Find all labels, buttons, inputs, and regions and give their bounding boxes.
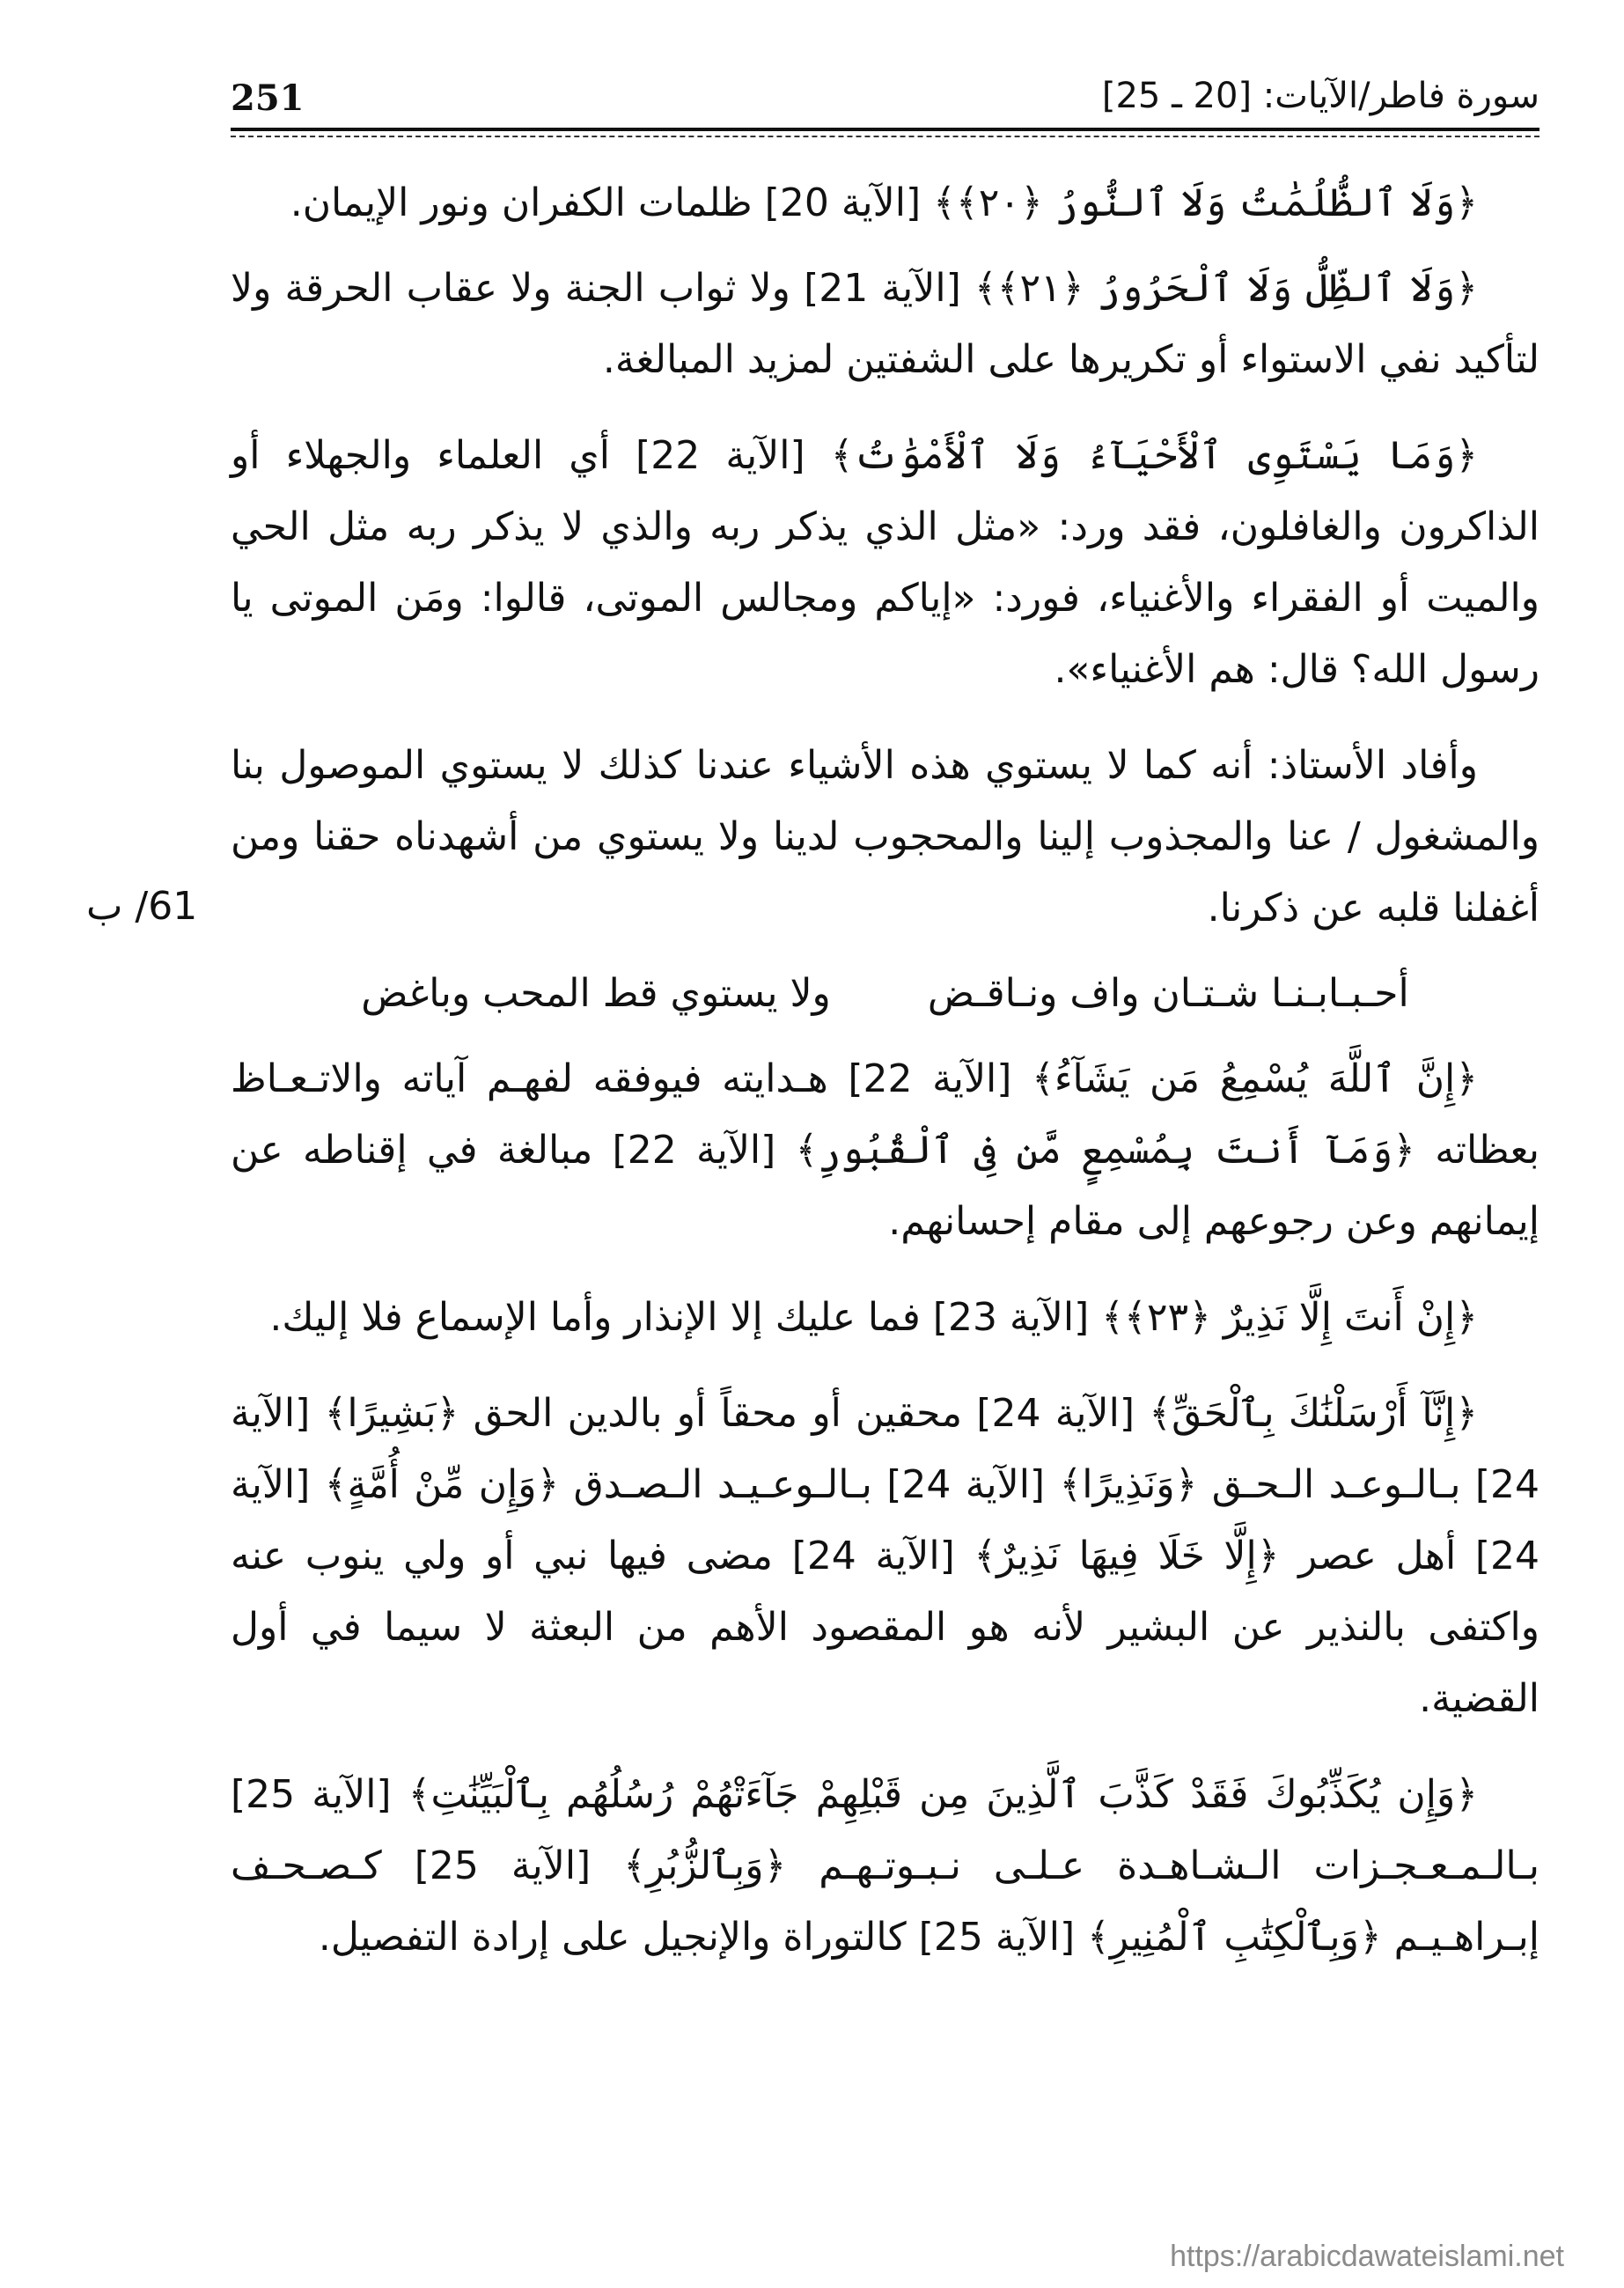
commentary: [الآية 25] بـالـمـعـجـزات الـشـاهـدة عـلـى نـبـوتـهـم — [231, 1772, 1539, 1888]
quran-verse: ﴿إِنْ أَنتَ إِلَّا نَذِيرٌ ﴿٢٣﴾﴾ — [1101, 1295, 1478, 1340]
commentary: [الآية 22] هـدايته فيوفقه لفهـم آياته والاتـعـاظ بعظاته — [231, 1056, 1540, 1173]
main-text — [231, 167, 1539, 1997]
paragraph-ayah-22-b — [231, 1043, 1539, 1257]
quran-verse: ﴿وَبِٱلزُّبُرِ﴾ — [623, 1843, 787, 1888]
quran-verse: ﴿إِنَّ ٱللَّهَ يُسْمِعُ مَن يَشَآءُ﴾ — [1032, 1056, 1479, 1101]
commentary: [الآية 24] محقين أو محقاً أو بالدين الحق — [459, 1391, 1150, 1436]
paragraph-ayah-25 — [231, 1759, 1539, 1973]
commentary: وأفاد الأستاذ: أنه كما لا يستوي هذه الأشياء عندنا كذلك لا يستوي الموصول بنا والمشغول / عنا والمجذوب إلينا والمحجوب لدينا ولا يستوي من أشهدناه حقنا ومن أغفلنا قلبه عن ذكرنا. — [231, 743, 1539, 931]
paragraph-ayah-20 — [231, 167, 1539, 239]
paragraph-ayah-22 — [231, 420, 1539, 705]
commentary: [الآية 20] ظلمات الكفران ونور الإيمان. — [290, 180, 934, 225]
paragraph-ayah-21 — [231, 253, 1539, 395]
quran-verse: ﴿وَإِن يُكَذِّبُوكَ فَقَدْ كَذَّبَ ٱلَّذِينَ مِن قَبْلِهِمْ جَآءَتْهُمْ رُسُلُهُم بِٱلْبَيِّنَٰتِ﴾ — [408, 1772, 1478, 1817]
running-header: سورة فاطر/الآيات: [20 ـ 25] — [1101, 76, 1539, 116]
page-number: 251 — [231, 77, 305, 119]
commentary: [الآية 22] مبالغة في إقناطه عن إيمانهم وعن رجوعهم إلى مقام إحسانهم. — [231, 1128, 1539, 1244]
quran-verse: ﴿بَشِيرًا﴾ — [324, 1391, 459, 1436]
quran-verse: ﴿وَلَا ٱلظِّلُّ وَلَا ٱلْحَرُورُ ﴿٢١﴾﴾ — [974, 266, 1478, 311]
poem-verse — [231, 958, 1539, 1029]
commentary: [الآية 23] فما عليك إلا الإنذار وأما الإسماع فلا إليك. — [269, 1295, 1102, 1340]
margin-note: 61/ ب — [86, 884, 198, 929]
quran-verse: ﴿إِنَّآ أَرْسَلْنَٰكَ بِٱلْحَقِّ﴾ — [1149, 1391, 1478, 1436]
header-rule-dashed — [231, 136, 1539, 137]
commentary: [الآية 21] ولا ثواب الجنة ولا عقاب الحرقة ولا لتأكيد نفي الاستواء أو تكريرها على الشفتين لمزيد المبالغة. — [231, 266, 1539, 382]
commentary: [الآية 25] كـصـحـف إبـراهـيـم ﴿وَبِٱلْكِتَٰبِ ٱلْمُنِيرِ﴾ [الآية 25] كالتوراة والإنجيل على إرادة التفصيل. — [231, 1843, 1539, 1960]
quran-verse: ﴿وَمَآ أَنتَ بِمُسْمِعٍ مَّن فِى ٱلْقُبُورِ﴾ — [795, 1128, 1415, 1173]
quran-verse: ﴿وَمَا يَسْتَوِى ٱلْأَحْيَآءُ وَلَا ٱلْأَمْوَٰتُ﴾ — [830, 433, 1479, 478]
quran-verse: ﴿وَلَا ٱلظُّلُمَٰتُ وَلَا ٱلنُّورُ ﴿٢٠﴾﴾ — [933, 180, 1478, 225]
commentary: [الآية 24] بـالـوعـد الـحـق ﴿وَنَذِيرًا﴾ [الآية 24] بـالـوعـيـد الـصـدق ﴿وَإِن مِّنْ أُمَّةٍ﴾ [الآية 24] أهل عصر ﴿إِلَّا خَلَا فِيهَا نَذِيرٌ﴾ [الآية 24] مضى فيها نبي أو ولي ينوب عنه واكتفى بالنذير عن البشير لأنه هو المقصود الأهم من البعثة لا سيما في أول القضية. — [231, 1391, 1540, 1721]
poem-hemistich-first: أحـبـابـنـا شـتـان واف ونـاقـض — [927, 971, 1409, 1016]
paragraph-ustadh — [231, 730, 1539, 944]
commentary: [الآية 22] أي العلماء والجهلاء أو الذاكرون والغافلون، فقد ورد: «مثل الذي يذكر ربه والذي لا يذكر ربه مثل الحي والميت أو الفقراء والأغنياء، فورد: «إياكم ومجالس الموتى، قالوا: ومَن الموتى يا رسول الله؟ قال: هم الأغنياء». — [231, 433, 1539, 692]
paragraph-ayah-23 — [231, 1282, 1539, 1353]
poem-hemistich-second: ولا يستوي قط المحب وباغض — [361, 971, 831, 1016]
paragraph-ayah-24 — [231, 1378, 1539, 1734]
watermark-link[interactable]: https://arabicdawateislami.net — [1170, 2240, 1564, 2273]
header-rule — [231, 128, 1539, 131]
